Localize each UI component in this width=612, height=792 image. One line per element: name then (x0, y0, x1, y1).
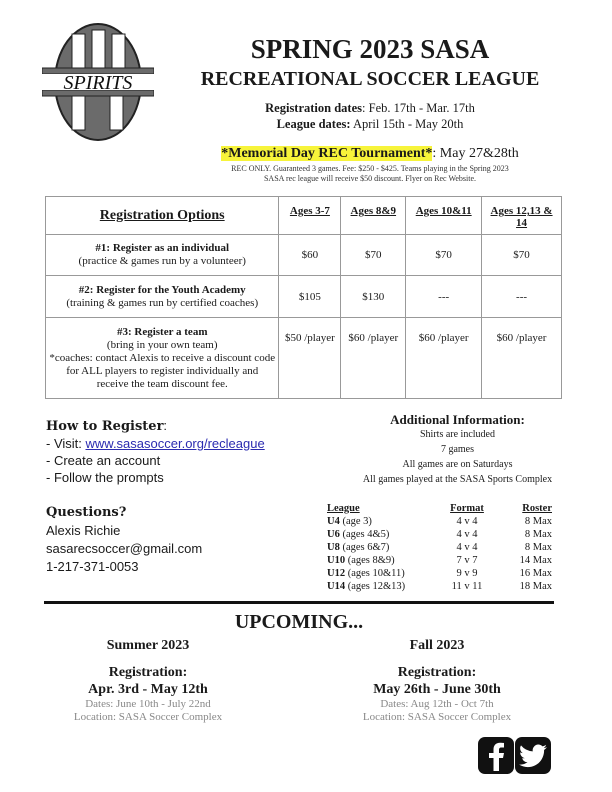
league-name (327, 541, 427, 554)
option-title: Register a team (134, 325, 208, 338)
table-row (46, 235, 562, 276)
option-number: #2 (78, 283, 90, 296)
league-ages: (ages 4&5) (339, 529, 390, 540)
league-name (327, 580, 427, 593)
summer-season (18, 638, 278, 724)
questions-contact (46, 503, 202, 576)
option-title: Register as an individual (112, 242, 230, 254)
option-note: *coaches: contact Alexis to receive a discount code for ALL players to register individually and receive the team discount fee. (49, 351, 276, 390)
season-title: Summer 2023 (106, 638, 190, 653)
season-dates: Dates: Aug 12th - Oct 7th (380, 698, 494, 710)
league-row (327, 541, 552, 554)
fall-season (307, 638, 567, 724)
league-roster: 18 Max (519, 581, 552, 592)
league-roster: 16 Max (519, 568, 552, 579)
registration-dates: Apr. 3rd - May 12th (88, 682, 208, 697)
league-roster: 8 Max (524, 542, 552, 553)
social-links (478, 737, 551, 774)
facebook-icon[interactable] (478, 737, 514, 774)
column-header: Registration Options (46, 197, 279, 235)
page-subtitle: RECREATIONAL SOCCER LEAGUE (200, 68, 540, 90)
tournament-note-line: REC ONLY. Guaranteed 3 games. Fee: $250 - $425. Teams playing in the Spring 2023 (231, 164, 509, 173)
season-dates (170, 100, 570, 132)
questions-title: Questions? (46, 505, 127, 520)
step-create-account: - Create an account (46, 453, 161, 468)
registration-dates-value: : Feb. 17th - Mar. 17th (362, 101, 475, 115)
contact-phone[interactable]: 1-217-371-0053 (46, 559, 139, 574)
league-name (327, 515, 427, 528)
league-code: U6 (327, 529, 340, 540)
registration-label: Registration: (108, 665, 188, 680)
league-format: 4 v 4 (456, 529, 478, 540)
season-location: Location: SASA Soccer Complex (362, 711, 512, 723)
league-code: U10 (327, 555, 346, 566)
price-cell: $60 /player (482, 318, 562, 399)
divider (44, 601, 554, 604)
option-cell: #3: Register a team (bring in your own team) *coaches: contact Alexis to receive a discount code for ALL players to register individually and receive the team discount fee. (46, 318, 279, 399)
league-row (327, 515, 552, 528)
league-roster: 8 Max (524, 516, 552, 527)
price-cell: $70 (482, 235, 562, 276)
league-ages: (ages 10&11) (345, 568, 405, 579)
option-description: (practice & games run by a volunteer) (78, 255, 246, 267)
league-format: 11 v 11 (451, 581, 483, 592)
league-name (327, 554, 427, 567)
column-header: League (327, 503, 360, 514)
league-row (327, 554, 552, 567)
price-cell: $105 (279, 276, 341, 318)
additional-info-title: Additional Information: (390, 412, 525, 427)
price-cell: $60 /player (406, 318, 482, 399)
info-item: Shirts are included (420, 429, 495, 440)
league-ages: (ages 8&9) (345, 555, 395, 566)
how-to-title: How to Register (46, 419, 164, 434)
season-title: Fall 2023 (409, 638, 465, 653)
price-cell: $70 (406, 235, 482, 276)
league-dates-label: League dates: (276, 117, 351, 131)
how-to-register: How to Register: - Visit: www.sasasoccer.org/recleague - Create an account - Follow the prompts (46, 418, 265, 485)
league-roster: 8 Max (524, 529, 552, 540)
season-location: Location: SASA Soccer Complex (73, 711, 223, 723)
column-header: Ages 12,13 & 14 (482, 197, 562, 235)
league-row (327, 528, 552, 541)
svg-text:SPIRITS: SPIRITS (63, 72, 133, 94)
visit-label: - Visit: (46, 436, 86, 451)
tournament-note (170, 164, 570, 184)
option-cell: #2: Register for the Youth Academy (training & games run by certified coaches) (46, 276, 279, 318)
league-code: U12 (327, 568, 346, 579)
league-ages: (ages 12&13) (345, 581, 406, 592)
column-header: Roster (522, 503, 552, 514)
price-cell: --- (406, 276, 482, 318)
twitter-icon[interactable] (515, 737, 551, 774)
additional-info (330, 412, 585, 487)
contact-email[interactable]: sasarecsoccer@gmail.com (46, 541, 203, 556)
league-header-row (327, 502, 552, 515)
league-name (327, 567, 427, 580)
option-title: Register for the Youth Academy (96, 283, 246, 296)
spirits-logo (42, 22, 154, 142)
column-header: Format (450, 503, 484, 514)
option-number: #1 (95, 242, 107, 254)
league-ages: (age 3) (339, 516, 372, 527)
price-cell: $50 /player (279, 318, 341, 399)
table-row (46, 318, 562, 399)
info-item: 7 games (440, 444, 475, 455)
registration-label: Registration: (397, 665, 477, 680)
league-code: U4 (327, 516, 340, 527)
league-table (327, 502, 552, 593)
season-dates: Dates: June 10th - July 22nd (85, 698, 211, 710)
tournament-line (170, 146, 570, 162)
league-format: 9 v 9 (456, 568, 478, 579)
info-item: All games played at the SASA Sports Complex (362, 474, 553, 485)
column-header: Ages 10&11 (406, 197, 482, 235)
info-item: All games are on Saturdays (402, 459, 513, 470)
option-cell: #1: Register as an individual (practice & games run by a volunteer) (46, 235, 279, 276)
page-title: SPRING 2023 SASA (250, 34, 490, 64)
price-cell: $60 (279, 235, 341, 276)
price-cell: $60 /player (341, 318, 406, 399)
league-name (327, 528, 427, 541)
tournament-dates: : May 27&28th (432, 146, 519, 161)
option-number: #3 (116, 325, 128, 338)
table-header-row (46, 197, 562, 235)
league-row (327, 567, 552, 580)
registration-dates: May 26th - June 30th (373, 682, 501, 697)
league-ages: (ages 6&7) (339, 542, 390, 553)
table-row (46, 276, 562, 318)
column-header: Ages 3-7 (279, 197, 341, 235)
league-code: U8 (327, 542, 340, 553)
contact-name: Alexis Richie (46, 523, 121, 538)
price-cell: $70 (341, 235, 406, 276)
option-description: (training & games run by certified coaches) (66, 296, 259, 309)
league-roster: 14 Max (519, 555, 552, 566)
price-cell: --- (482, 276, 562, 318)
tournament-label: *Memorial Day REC Tournament* (221, 146, 433, 161)
upcoming-title: UPCOMING... (234, 611, 364, 633)
registration-link[interactable]: www.sasasoccer.org/recleague (85, 436, 265, 451)
league-dates-value: April 15th - May 20th (350, 117, 464, 131)
league-code: U14 (327, 581, 346, 592)
registration-options-table (45, 196, 562, 399)
league-format: 7 v 7 (456, 555, 478, 566)
registration-dates-label: Registration dates (265, 101, 363, 115)
league-row (327, 580, 552, 593)
league-format: 4 v 4 (456, 516, 478, 527)
price-cell: $130 (341, 276, 406, 318)
column-header: Ages 8&9 (341, 197, 406, 235)
option-description: (bring in your own team) (106, 338, 218, 351)
step-follow-prompts: - Follow the prompts (46, 470, 164, 485)
league-format: 4 v 4 (456, 542, 478, 553)
tournament-note-line: SASA rec league will receive $50 discount. Flyer on Rec Website. (263, 174, 477, 183)
